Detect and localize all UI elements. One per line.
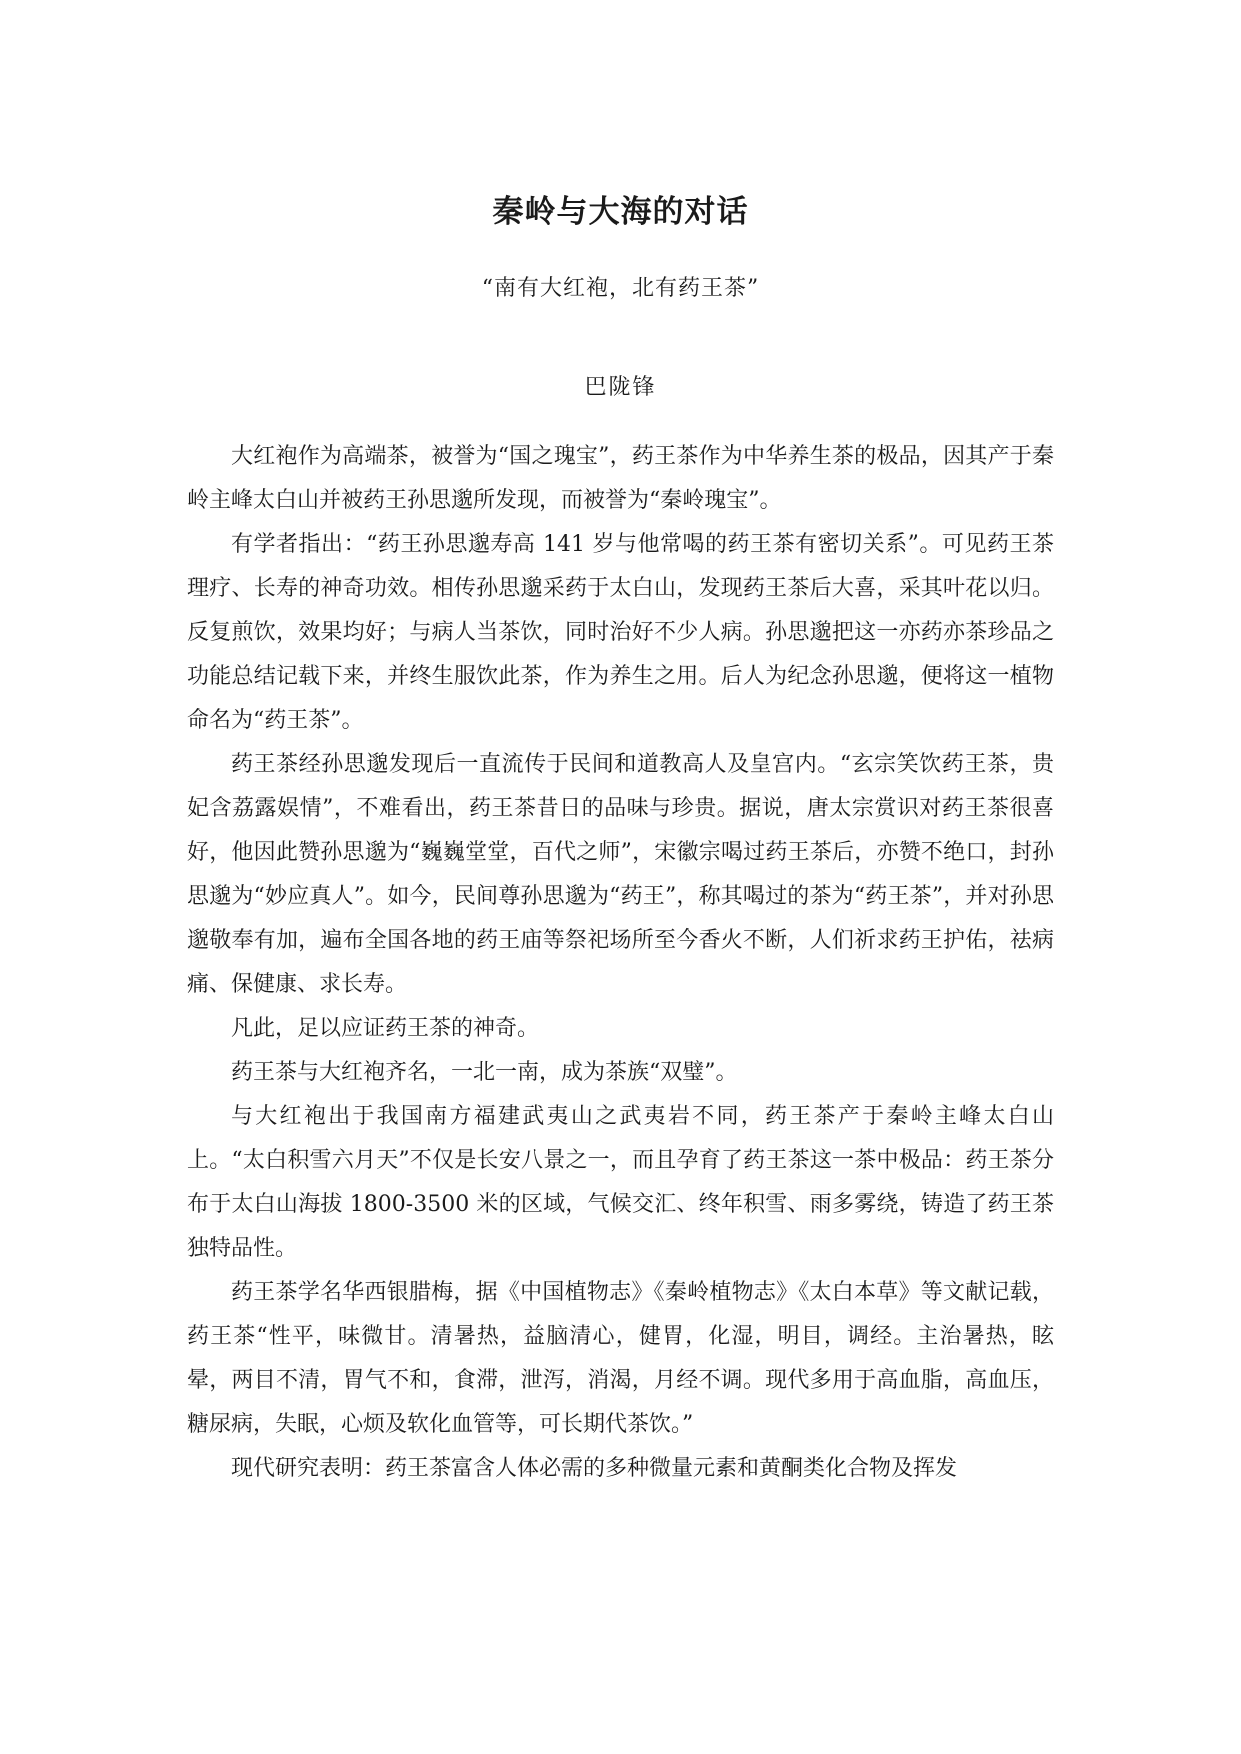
document-title: 秦岭与大海的对话 xyxy=(492,194,749,230)
paragraph: 药王茶经孙思邈发现后一直流传于民间和道教高人及皇宫内。“玄宗笑饮药王茶，贵妃含荔露娱情”，不难看出，药王茶昔日的品味与珍贵。据说，唐太宗赏识对药王茶很喜好，他因此赞孙思邈为“巍巍堂堂，百代之师”，宋徽宗喝过药王茶后，亦赞不绝口，封孙思邈为“妙应真人”。如今，民间尊孙思邈为“药王”，称其喝过的茶为“药王茶”，并对孙思邈敬奉有加，遍布全国各地的药王庙等祭祀场所至今香火不断，人们祈求药王护佑，祛病痛、保健康、求长寿。 xyxy=(187,752,1054,997)
document-subtitle: “南有大红袍，北有药王茶” xyxy=(481,276,760,301)
paragraph: 现代研究表明：药王茶富含人体必需的多种微量元素和黄酮类化合物及挥发 xyxy=(231,1456,958,1481)
paragraph: 药王茶与大红袍齐名，一北一南，成为茶族“双璧”。 xyxy=(231,1060,738,1085)
paragraph: 大红袍作为高端茶，被誉为“国之瑰宝”，药王茶作为中华养生茶的极品，因其产于秦岭主峰太白山并被药王孙思邈所发现，而被誉为“秦岭瑰宝”。 xyxy=(187,444,1054,513)
paragraph: 有学者指出：“药王孙思邈寿高 141 岁与他常喝的药王茶有密切关系”。可见药王茶理疗、长寿的神奇功效。相传孙思邈采药于太白山，发现药王茶后大喜，采其叶花以归。反复煎饮，效果均好；与病人当茶饮，同时治好不少人病。孙思邈把这一亦药亦茶珍品之功能总结记载下来，并终生服饮此茶，作为养生之用。后人为纪念孙思邈，便将这一植物命名为“药王茶”。 xyxy=(187,532,1054,733)
document-author: 巴陇锋 xyxy=(584,375,657,400)
paragraph: 药王茶学名华西银腊梅，据《中国植物志》《秦岭植物志》《太白本草》等文献记载，药王茶“性平，味微甘。清暑热，益脑清心，健胃，化湿，明目，调经。主治暑热，眩晕，两目不清，胃气不和，食滞，泄泻，消渴，月经不调。现代多用于高血脂，高血压，糖尿病，失眠，心烦及软化血管等，可长期代茶饮。” xyxy=(187,1280,1054,1437)
paragraph: 凡此，足以应证药王茶的神奇。 xyxy=(231,1016,540,1041)
paragraph: 与大红袍出于我国南方福建武夷山之武夷岩不同，药王茶产于秦岭主峰太白山上。“太白积雪六月天”不仅是长安八景之一，而且孕育了药王茶这一茶中极品：药王茶分布于太白山海拔 1800-3500 米的区域，气候交汇、终年积雪、雨多雾绕，铸造了药王茶独特品性。 xyxy=(187,1104,1054,1261)
document-body xyxy=(187,435,1054,1491)
